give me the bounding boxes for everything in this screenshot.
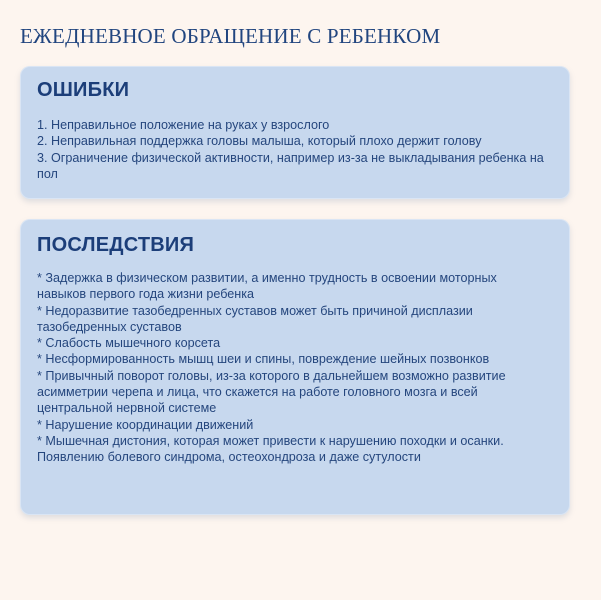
consequences-list [37,270,548,466]
errors-list [37,117,548,182]
consequences-list-item: * Мышечная дистония, которая может привести к нарушению походки и осанки. Появлению болевого синдрома, остеохондроза и даже сутулости [37,433,504,465]
consequences-list-item: * Недоразвитие тазобедренных суставов может быть причиной дисплазии тазобедренных суставов [37,303,473,334]
consequences-list-item: * Слабость мышечного корсета [37,336,221,351]
consequences-list-item: * Несформированность мышц шеи и спины, повреждение шейных позвонков [37,352,490,367]
errors-list-item: 3. Ограничение физической активности, например из-за не выкладывания ребенка на пол [37,150,544,181]
page-title: ЕЖЕДНЕВНОЕ ОБРАЩЕНИЕ С РЕБЕНКОМ [20,24,441,48]
errors-card [20,66,570,199]
consequences-list-item: * Привычный поворот головы, из-за которого в дальнейшем возможно развитие асимметрии черепа и лица, что скажется на работе головного мозга и всей центральной нервной системе [37,368,506,416]
errors-list-item: 1. Неправильное положение на руках у взрослого [37,118,330,132]
errors-list-item: 2. Неправильная поддержка головы малыша, который плохо держит голову [37,134,482,149]
consequences-list-item: * Задержка в физическом развитии, а именно трудность в освоении моторных навыков первого года жизни ребенка [37,271,497,302]
consequences-heading: ПОСЛЕДСТВИЯ [37,234,195,256]
consequences-list-item: * Нарушение координации движений [37,417,254,432]
consequences-card [20,219,570,515]
errors-heading: ОШИБКИ [37,79,130,101]
